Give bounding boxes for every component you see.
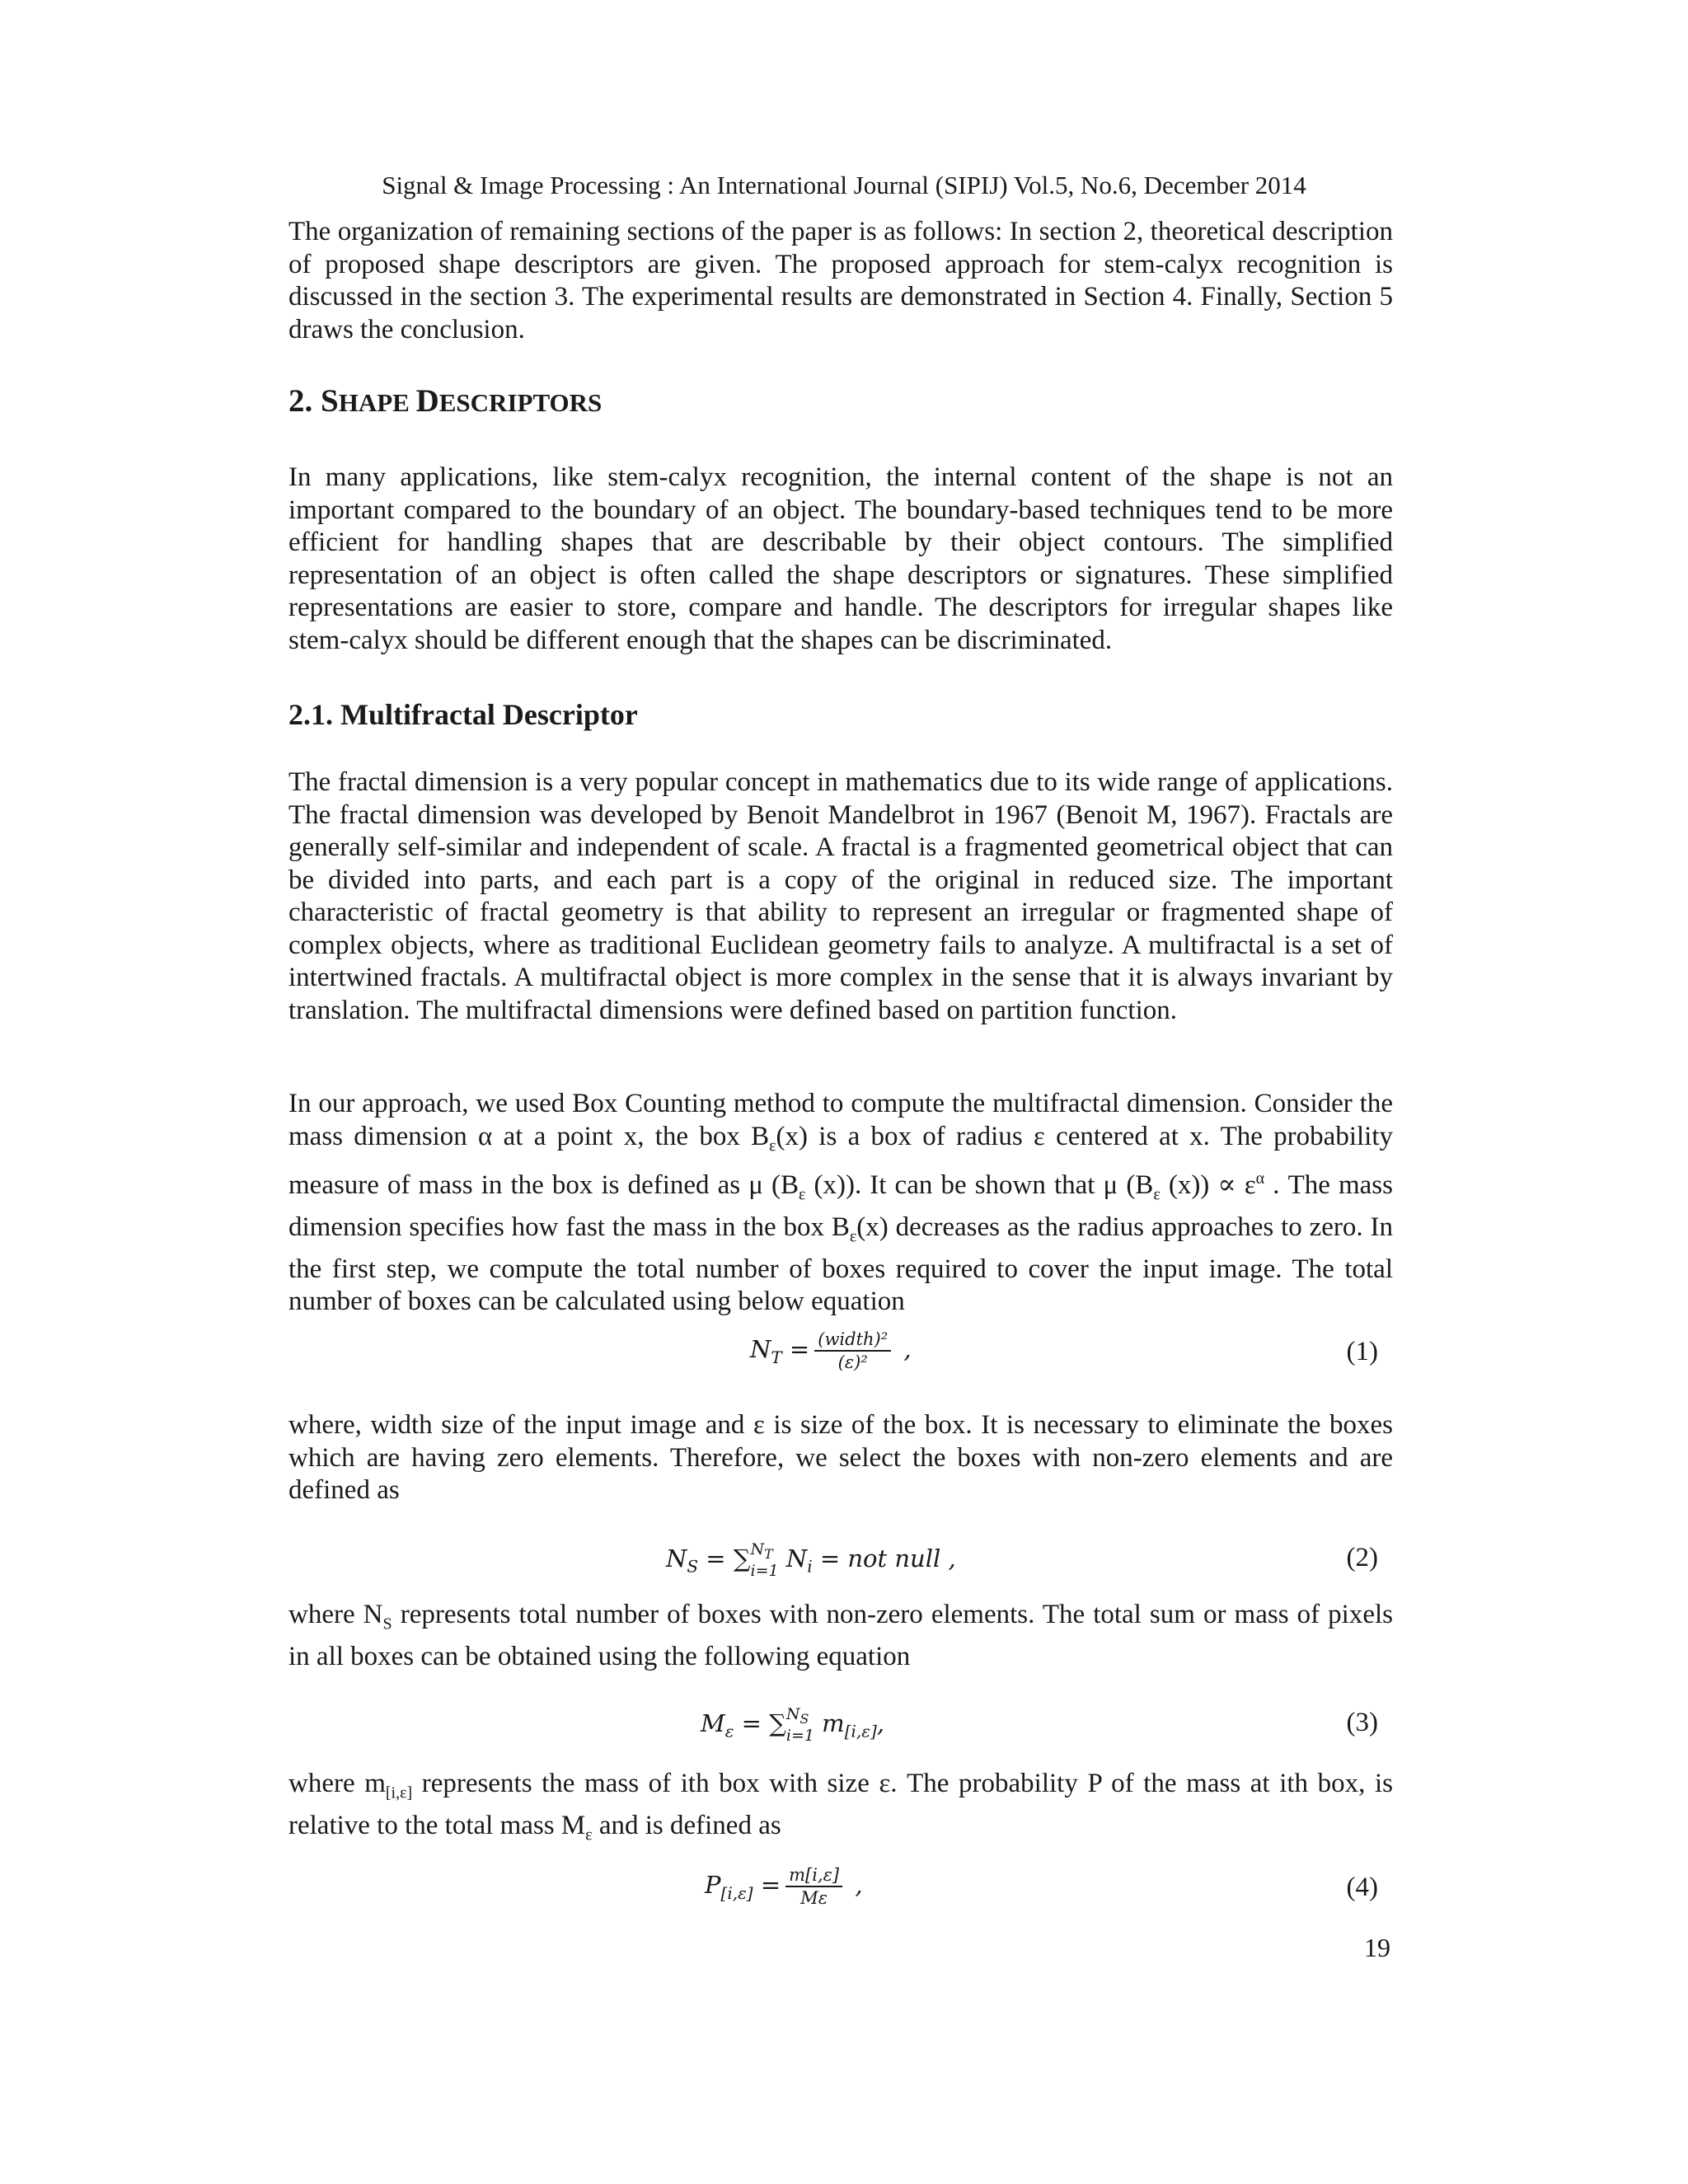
equation-2: $N_S$ = ∑ $N_T$ i=1 $N_i$ = not null , (2) [666,1540,1378,1580]
equation-1-label: (1) [1346,1337,1378,1366]
after-equation-3-paragraph: where $m_{[i,\varepsilon]}$ represents the mass of ith box with size ε. The probability P of the mass at ith box, is relative to the total mass $M_\varepsilon$ and is defined as [288,1769,1393,1844]
equation-1: $N_T$ = $\frac{\text{(width)²}}{\text{(ε)²}}$ , (1) [750,1329,1378,1372]
intro-paragraph: The organization of remaining sections of the paper is as follows: In section 2, theoretical description of proposed shape descriptors are given. The proposed approach for stem-calyx recognition is discussed in the section 3. The experimental results are demonstrated in Section 4. Finally, Section 5 draws the conclusion. [288,217,1393,344]
equation-4-label: (4) [1346,1872,1378,1902]
journal-header: Signal & Image Processing : An International Journal (SIPIJ) Vol.5, No.6, December 2014 [382,171,1306,199]
after-equation-2-paragraph: where $N_S$ represents total number of boxes with non-zero elements. The total sum or mass of pixels in all boxes can be obtained using the following equation [288,1600,1393,1672]
section-2-1-paragraph-1: The fractal dimension is a very popular concept in mathematics due to its wide range of applications. The fractal dimension was developed by Benoit Mandelbrot in 1967 (Benoit M, 1967). Fractals are generally self-similar and independent of scale. A fractal is a fragmented geometrical object that can be divided into parts, and each part is a copy of the original in reduced size. The important characteristic of fractal geometry is that ability to represent an irregular or fragmented shape of complex objects, where as traditional Euclidean geometry fails to analyze. A multifractal is a set of intertwined fractals. A multifractal object is more complex in the sense that it is always invariant by translation. The multifractal dimensions were defined based on partition function. [288,767,1393,1025]
equation-4: $P_{[i,\varepsilon]}$ = $\frac{m[i,\varepsilon]}{M\varepsilon}$ , (4) [705,1865,1378,1908]
after-equation-1-paragraph: where, width size of the input image and ε is size of the box. It is necessary to eliminate the boxes which are having zero elements. Therefore, we select the boxes with non-zero elements and are defined as [288,1410,1393,1505]
section-2-1-heading: 2.1. Multifractal Descriptor [288,698,638,731]
section-2-paragraph: In many applications, like stem-calyx recognition, the internal content of the shape is not an important compared to the boundary of an object. The boundary-based techniques tend to be more efficient for handling shapes that are describable by their object contours. The simplified representation of an object is often called the shape descriptors or signatures. These simplified representations are easier to store, compare and handle. The descriptors for irregular shapes like stem-calyx should be different enough that the shapes can be discriminated. [288,462,1393,655]
section-2-heading: 2. SHAPE DESCRIPTORS [288,383,603,419]
equation-3: $M_\varepsilon$ = ∑ $N_S$ i=1 $m_{[i,\varepsilon]}$, (3) [701,1705,1378,1745]
equation-2-label: (2) [1346,1543,1378,1572]
page-number: 19 [1364,1933,1390,1962]
equation-3-label: (3) [1346,1708,1378,1737]
section-2-1-paragraph-2: In our approach, we used Box Counting method to compute the multifractal dimension. Consider the mass dimension α at a point x, the box $B_\varepsilon(x)$ is a box of radius ε centered at x. The probability measure of mass in the box is defined as μ ($B_\varepsilon$ (x)). It can be shown that μ ($B_\varepsilon$ $(x)) \propto \varepsilon^\alpha$ . The mass dimension specifies how fast the mass in the box $B_\varepsilon(x)$ decreases as the radius approaches to zero. In the first step, we compute the total number of boxes required to cover the input image. The total number of boxes can be calculated using below equation [288,1089,1393,1317]
